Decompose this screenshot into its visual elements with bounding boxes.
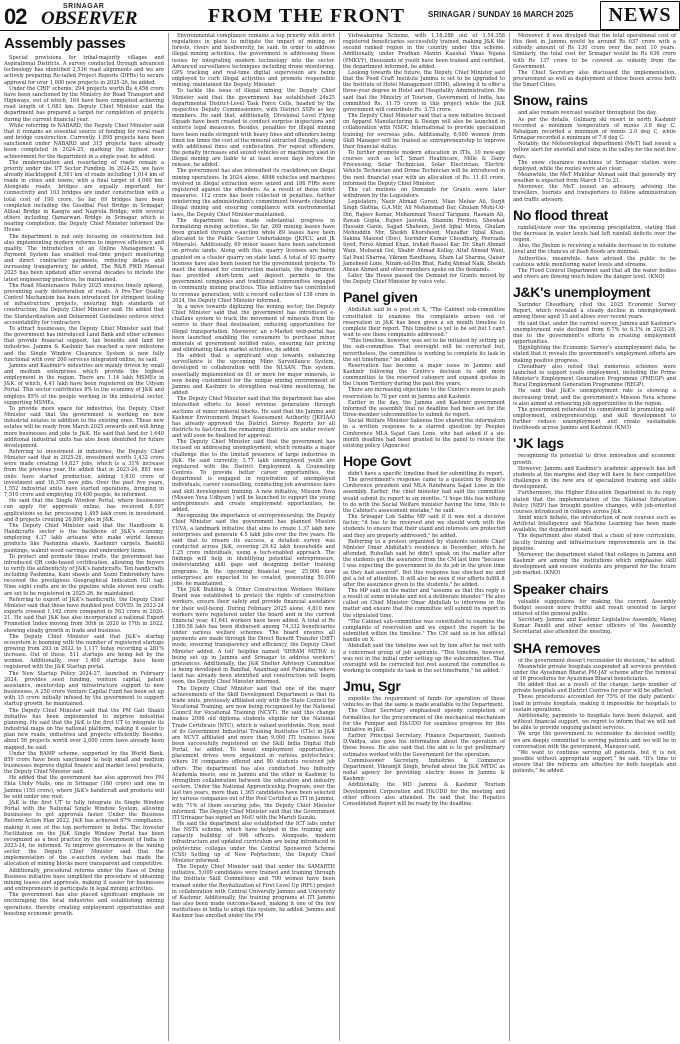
article-paragraph: valuable suggestions for making the current Assembly Budget session more fruitful and result oriented in larger interest of the general public. (513, 598, 676, 617)
article-body-speaker (513, 599, 676, 636)
dateline: SRINAGAR / SUNDAY 16 MARCH 2025 (428, 10, 574, 19)
headline-assembly: Assembly passes (4, 35, 126, 52)
headline-panel: Panel given (343, 289, 418, 306)
column-2 (172, 33, 335, 920)
article-paragraph: Special provisions for tribal-majority villages and Aspirational Districts. A survey conducted through advanced technology has identified 2,536 road alignments and we are actively preparing Re-tailed Project Reports (DPRs) to secure approval for over 1,000 new projects in 2025-26, he added. (4, 55, 164, 86)
article-paragraph: To attract businesses, the Deputy Chief Minister said that the government has introduced Land Bank and other schemes that provide financial support, tax benefits and land for industries. Jammu & Kashmir has reached a new milestone and the Single Window Clearance System is now fully functional with over 200 services integrated online, he said. (4, 325, 164, 363)
article-paragraph: He said the department also established the ICT labs under the NSTS scheme, which have helped in the training and capacity building of 996 officers. Alongside, modern infrastructure and updated curriculum are being introduced in polytechnic colleges under the Central Sponsored Scheme (CSS) Setting up of New Polytechnic, the Deputy Chief Minister informed. (172, 821, 335, 864)
article-paragraph: The Chief Secretary also discussed the implementation, procurement as well as deployment of these buses across both the Smart Cities. (513, 69, 676, 89)
article-paragraph: Legislators, Nazir Ahmad Gurezi, Mian Mehar Ali, Surjit Singh Slathia, G.A.Mir, Ali Mohammad Dar, Ghulam Mohi-Ud-Din, Rajeev Kumar, Mohammad Yousuf Tarigami, Hasnain Ali, Pawan Gupta, Rajeev Jasrotia, Shamim Firdous, Showkat Hussain Ganie, Sajjad Shaheen, Javid Iqbal Mirza, Ghulam Mohiuddin Mir, Sheikh Khursheed, Muzaffar Iqbal Khan, Sakina Masood (Itoo), Surinder Kumar Choudhary, Peerzada Syed, Feroz Ahmad Khan, Irshad Rasool Kar, Dr. Shafi Ahmad Wani, Mubarak Gul, Shabir Ahmad Kullay, Altaf Ahmad Wani, Sat Paul Sharma, Vikram Randhawa, Sham Lal Sharma, Qaiser Jamsheed Lone, Nizam-ud-Din Bhat, Rafiq Ahmad Naik, Sheikh Ahsan Ahmed and other members spoke on the demands. (343, 199, 505, 273)
article-paragraph: Referring to export of J&K's handicrafts, the Deputy Chief Minister said that these have doubled post COVID. In 2023-24 exports crossed 1,162 crore compared to 563 crore in 2020-21. He said that J&K has also incorporated a national Export Promotion Index moving from 30th in 2020 to 17th in 2022, showing steady growth in trade and business. (4, 596, 164, 634)
article-paragraph: To further promote modern education in ITIs, 10 new-age courses such as IoT, Smart Healthcare, Mille & Dairy Processing, Solar Technician, Solar Electrician, Electric Vehicle Technician and Drone Technician will be introduced in the next financial year with an allocation of Rs. 11.45 crore, informed the Deputy Chief Minister. (343, 149, 505, 187)
column-rule (339, 33, 340, 1041)
article-body-flood (513, 225, 676, 280)
article-paragraph: The Deputy Chief Minister said that the PM Gati Shakti Initiative has been implemented to improve industrial planning. He said that the J&K is the first UT to integrate its industrial maps on the national platform, making it easier to plan new roads, industries and projects efficiently. Besides, about 56 projects worth over 2,000 crore have already been mapped, he said. (4, 707, 164, 751)
article-paragraph: Abdullah said the timeline was set by him after he met with a concerned group of job aspirants. "This timeline, however, was not in the initial order setting up the subcommittee. That oversight will be corrected but rest assured the committee is working to complete its task in the set timeframe," he added. (343, 643, 505, 674)
article-paragraph: and also remain overcast weather throughout the day. (518, 110, 657, 117)
article-paragraph: Surinder Choudhary, cited the 2025 Economic Survey Report, which revealed a steady decline in unemployment among those aged 15 and above over recent years. (513, 302, 676, 321)
article-paragraph: The Deputy Chief Minister said that the government has focused on addressing unemployment, which remains a major challenge due to the limited presence of large industries in J&K. He said currently, 3.77 lakh unemployed youth are registered with the District Employment & Counseling Centres. To provide better career opportunities, the department is engaged in registration of unemployed individuals, career counselling, conducting job awareness fairs and skill development training. A new initiative, Mission Yuva (Mission Yuva Udhyam ) will be launched to support the young entrepreneurs and create employment opportunities, he added. (172, 439, 335, 514)
article-body-assembly (4, 55, 164, 917)
article-paragraph: Also, the Jhelum is receiving a notable decrease in its volume level and the chances of flash floods are minimal. (513, 243, 676, 256)
article-paragraph: Moreover, the department stated that colleges in Jammu and Kashmir are among the institutions which emphasise skill development and ensure students are prepared for the future job market. (KNO) (513, 551, 676, 577)
article-paragraph: He said that, under the current survey, Jammu and Kashmir's unemployment rate declined from 6.7% to 6.1% in 2023-24, due to the government's efforts in creating employment opportunities. (513, 320, 676, 346)
article-paragraph: The Flood Control Department said that all the water bodies and rivers are flowing much below the danger level. (KNO) (513, 267, 676, 280)
article-paragraph: Under the RAMP scheme, supported by the World Bank, 859 crore have been sanctioned to help small and medium businesses improve digital finance and market level products, the Deputy Chief Minister said. (4, 750, 164, 776)
paper-name: OBSERVER (41, 8, 137, 29)
article-body-panel (343, 307, 505, 449)
headline-flood: No flood threat (513, 206, 609, 223)
headline-sha: SHA removes (513, 639, 601, 656)
article-paragraph: Highlighting the Economic Survey's unemployment data, he stated that it reveals the government's employment efforts are making positive progress. (513, 345, 676, 364)
article-paragraph: Referring to a protest organized by students outside Chief Minister Omar Abdullah's residence in December, which he attended, Ruhullah said he didn't speak on the matter after the students got the assurance from the CM last time "because I was expecting the government to do its job in the given time as they had assured". But this response has shocked me and got a lot of attention. It will also be seen if our efforts fulfill it after the assurance given to the students," he added. (343, 538, 506, 588)
article-paragraph: He added that the government has also approved two PM Ekta Unity Malls, one in Srinagar (180 crore) and one in Jammu (155 crore), where J&K's handicraft and products will be sold under one roof. (4, 775, 164, 800)
article-paragraph: The government has also placed significant emphasis on encouraging the local industries and establishing mining operations, thereby creating employment opportunities and boosting economic growth. (4, 892, 164, 917)
article-paragraph: The department is not only focusing on construction but also implementing modern reforms to improve efficiency and quality. The introduction of an Online Management & Payment System has enabled real-time project monitoring and direct contractor payments, reducing delays and increasing transparency, he added. The R&B PWD Manual 2025 has been updated after several decades to include the latest engineering practices, he maintained. (4, 233, 164, 283)
article-paragraph: Commissioner Secretary, Industries & Commerce Department, Vikramjit Singh, briefed about the J&K MTDC as nodal agency for providing electric buses in Jammu & Kashmir. (343, 757, 505, 783)
article-paragraph: Abdullah said in a post on X, "The Cabinet sub-committee constituted to examine the complaints arisen out of reservation in J&K has been given a six month timeline to complete their report. This timeline is yet to be set but I can't wait to see these complaints addressed." (343, 307, 505, 339)
article-paragraph: The Deputy Chief Minister said that the Handloom & Handicrafts sector is the backbone of J&K's economy, employing 4.37 lakh artisans who make world famous products like Pashmina shawls, Kashmiri carpets, Basohli paintings, walnut wood carvings and embroidery items. (4, 522, 164, 554)
article-paragraph: expedite the requirement of funds for operation of these vehicles so that the same is made available to the Department. (343, 696, 505, 709)
article-paragraph: As per the details, Gulmarg ski resort in north Kashmir recorded a minimum temperature of minus 3.8 deg C. Pahalgam recorded a minimum of minus 2.0 deg C, while Srinagar recorded a minimum of 7.6 deg C. (513, 116, 676, 142)
article-paragraph: The J&K Building & Other Construction Workers Welfare Board was established to protect the rights of construction workers, ensure their safety and provide financial assistance for their well-being. During February 2025 alone, 4,810 new workers were registered under the board and in the current financial year, 41,641 workers have been added. A total of Rs 1380.58 lakh has been disbursed among 74,332 beneficiaries under various welfare schemes. The board ensures all payments are made through the Direct Benefit Transfer (DBT) mode, ensuring transparency and efficiency, the Deputy Chief Minister added. A toll' helpline named 'SHRAM MITRA' is being set up in Jammu and Srinagar to address workers' grievances. Additionally, the J&K Shelter Advisory Committee is being developed in Banihal, Anantnag and Pulwama, where land has already been identified and construction will begin soon, the Deputy Chief Minister informed. (172, 587, 335, 686)
article-paragraph: The government has also intensified its crackdown on illegal mining operations. In 2024 alone, 4846 vehicles and machines involved in illegal extraction were seized and 186 FIRs were registered against the offenders. As a result of these strict measures, 112 crore has been collected in penalties, further reinforcing the administration's commitment towards checking illegal mining and ensuring compliance with environmental laws, the Deputy Chief Minister maintained. (172, 168, 335, 218)
article-paragraph: The department also stated that a chain of new curriculum, faculty training and infrastructure improvements are in the pipeline. (513, 533, 676, 552)
article-paragraph: Amid much debate, the introduction of new courses such as Artificial Intelligence and Machine Learning has been made available, the department said. (513, 515, 676, 534)
article-paragraph: The Deputy Chief Minister said that under the SAMARTH initiative, 5,000 candidates were trained and training through the Institute Skill Committees and 700 women have been trained under the Revitalization of First Level Up (RFL) project in collaboration with Central University Jammu and University of Kashmir. Additionally, the training programs at ITI Jammu has also been made outcome-based, making it one of the few institutions in India to adopt this system, he added. Jammu and Kashmir has enrolled under the PM (172, 864, 335, 920)
article-paragraph: Referring to investment in industries, the Deputy Chief Minister said that in 2025-26, investment worth 1,432 crore were made creating 14,827 jobs, which is a 31% increase from the previous year. He added that in 2023-24, 881 new units have started production, adding 1,630 crore of investment and 16,370 new jobs. Over the past five years, 1,552 industrial units have started operations, bringing in 7,510 crore and employing 19,400 people, he informed. (4, 449, 164, 499)
article-paragraph: Choudhary also noted that numerous schemes were launched to support youth employment, including the Prime Minister's Employment Generation Programme (PMEGP) and Rural Employment Generation Programme (REGP). (513, 363, 676, 389)
article-body-continued (513, 33, 676, 88)
article-body-jobless (513, 302, 676, 431)
article-body-continued (343, 33, 505, 285)
article-paragraph: He added that as a result of the change, large number of private hospitals and District Centres for poor will be affected. (513, 682, 676, 695)
article-paragraph: Earlier in the day, the Jammu and Kashmir government informed the assembly that no deadline had been set for the three-member subcommittee to submit its report. (343, 399, 505, 419)
article-body-hope (343, 471, 505, 674)
article-paragraph: We urge the government to reconsider its decision swiftly, we are deeply committed to serving patients and we will be in conversation with the government, Manzoor said. (513, 731, 676, 750)
article-body-continued (172, 33, 335, 920)
article-paragraph: Meanwhile, the MeT Mukhtar Ahmad said that generally dry weather is expected from March 17 to 21. (513, 171, 676, 185)
article-paragraph: These procedures accounted for 75% of the daily patients' load in private hospitals, making it impossible for hospitals to sustain operations. (513, 694, 676, 713)
article-paragraph: To protect and promote these crafts, the government has introduced QR code-based certification, allowing the buyers to verify the authenticity of J&K's handicrafts. Ten handicrafts including Pashmina, Kani shawls and Sozni Embroidery have received the prestigious Geographical Indication (GI) tag. Nine eight crafts are in the pipeline while eleven new crafts are set to be registered in 2025-26, he maintained. (4, 553, 164, 597)
article-paragraph: The modernization and resurfacing of roads remain a priority under the UT Sector Funding. In 2024-25, we have already blacktopped 8,561 km of roads including 1,014 km of roads in cities and towns, with a final target of 4,060 km. Alongside roads, bridges are equally important for connectivity and 103 bridges are under construction with a total cost of 190 crore. So far, 69 bridges have been completed including the Goodbal Foot Bridge in Srinagar, Aliloal Bridge in Kangra and Nagrota Bridge, with several others including Qamarwari Bridge in Srinagar which is nearing completion, the Deputy Chief Minister informed the House. (4, 159, 164, 234)
article-paragraph: He said that the Single Window Portal, where businesses can apply for approvals online, has received 8,097 applications so far, processing 1,495 lakh crore in investment and 8 projects creating 26,800 jobs in J&K. (4, 498, 164, 523)
headline-hope: Hope Govt (343, 453, 412, 469)
article-paragraph: Later, the House passed the Demand for Grants moved by the Deputy Chief Minister by voice vote. (343, 273, 505, 286)
headline-snow: Snow, rains (513, 92, 588, 109)
article-paragraph: Looking towards the future, the Deputy Chief Minister said that the Food Craft Institute Jammu is set to be upgraded to the Institute of Hotel Management (IHM), allowing it to offer a three-year degree in Hotel and Hospitality Administration. He said that the Ministry of Tourism, Government of India, has committed Rs. 11.75 crore to this project while the J&K government will contribute Rs. 3.75 crore. (343, 69, 505, 113)
article-paragraph: rainfall/snow over the upcoming precipitation, stating that the decrease in water levels had left rainfall deficits over the region. (513, 224, 676, 244)
article-paragraph: He said that J&K's unemployment rate is showing a decreasing trend, and the government's Mission Yuva scheme is also aimed at enhancing job opportunities in the region. (513, 388, 676, 407)
headline-jmu: Jmu, Sgr (343, 678, 401, 695)
article-paragraph: The Deputy Chief Minister said that one of the major achievements of the Skill Development Department is that its trade units, previously affiliated only with the State Council for Vocational Training, are now being recognized by the National Council for Vocational Training (NCVT). He said this change makes 2006 old diploma students eligible for the National Trade Certificate (NTC), which is valued worldwide. Now, most of its Government Industrial Training Institutes (ITIs) in J&K are NCVT affiliated and more than 9,000 ITI trainees have been successfully registered on the Skill India Digital Hub Portal, he added. To boost employment opportunities, placement drives were organized in various polytechnics, where 16 companies offered and 80 students received job offers. The department has also conducted two Industry Academia meets, one in Jammu and the other in Kashmir, to strengthen collaboration between the education and industry sectors. Under the National Apprenticeship Program, over the last two years, more than 1,365 candidates have been selected by various companies out of the Pool Certified as ITI in Jammu, with 71% of them securing jobs, the Deputy Chief Minister informed. The Deputy Chief Minister said that the Government ITI Srinagar has signed an MoU with the Maruti Suzuki. (172, 685, 335, 821)
article-paragraph: Additionally, the MD Jammu & Kashmir Tourism Development Corporation and H&UDD for the meeting and other officers also attended. He said that the Hepatics Consolidated Report will be ready by the deadline. (343, 782, 505, 807)
article-paragraph: Additionally, payments to hospitals have been delayed, and without financial support, we regret to inform that we will not be able to provide ongoing patient services. (513, 712, 676, 732)
article-paragraph: The Road Maintenance Policy 2025 ensures timely upkeep, preventing early deterioration of roads. A Pro-Tier Quality Control Mechanism has been introduced for stringent testing of infrastructure projects, ensuring high standards of construction, the Deputy Chief Minister said. He added that the Standardization and Debarment Guidelines enforce strict accountability for contractors. (4, 282, 164, 326)
article-paragraph: The Deputy Chief Minister said that a new initiative focused on Apparel Manufacturing & Design will also be launched in collaboration with NSDC International to provide specialized training for overseas jobs. Additionally, 6,000 women from Skill Manager will be trained as entrepreneurship to improve their financial status. (343, 113, 505, 150)
article-paragraph: didn't have a specific timeline fixed for submitting its report. (348, 471, 504, 477)
article-body-jmu (343, 696, 505, 807)
article-paragraph: To provide more space for industries, the Deputy Chief Minister said that the government is working on new industrial estates in addition to the existing ones. These new estates will be ready from March 2025 onwards and will bring more businesses and jobs to J&K. He said that land for 1,640 additional industrial units has also been identified for future development. (4, 405, 164, 449)
paper-logo (41, 3, 137, 27)
article-paragraph: Recognizing the importance of entrepreneurship, the Deputy Chief Minister said the government has planned Mission YUVA, a landmark initiative that aims to create 1.37 lakh new enterprises and generate 4.5 lakh jobs over the five years. He said that to ensure its success, a detailed survey was conducted across J&K, covering 29.42 lakh households and 1.25 crore individuals, using a tech-enabled approach. The findings will help in identifying potential entrepreneurs, understanding skill gaps and designing better training programs. In the upcoming financial year, 25,000 new enterprises are expected to be created, generating 50,000 jobs, he maintained. (172, 513, 335, 587)
article-paragraph: Notably, the Meteorological department (MeT) had issued a yellow alert for snowfall and rains in the valley for the next few days. (513, 141, 676, 160)
article-paragraph: The government reiterated its commitment to promoting self-employment, entrepreneurship, and skill development to further reduce unemployment and create sustainable livelihoods across Jammu and Kashmir. (KNO) (513, 406, 676, 432)
article-paragraph: Environmental compliance remains a top priority with strict regulations in place to mitigate the impact of mining on forests, rivers and biodiversity, he said. In order to address illegal mining activities, the government is addressing these issues by integrating modern technology into the sector. Advanced surveillance techniques including drone monitoring, GPS tracking and real-time digital supervision are being employed to curb illegal activities and promote responsible mining, maintained the Deputy Minister. (172, 33, 335, 89)
column-4 (513, 33, 676, 774)
article-paragraph: Additionally, procedural reforms under the Ease of Doing Business initiative have simplified the procedure of obtaining mining leases and approvals, making it easier for businesses and entrepreneurs to participate in legal mining activities. (4, 867, 164, 893)
article-paragraph: While referring to NABARD, the Deputy Chief Minister said that it remains an essential source of funding for rural road and bridge construction. Currently, 1,895 projects have been sanctioned under NABARD and 315 projects have already been completed in 2024-25, marking the highest ever achievement for the department in a single year, he added. (4, 122, 164, 160)
article-body-lags (513, 453, 676, 576)
section-title: FROM THE FRONT (208, 5, 405, 27)
column-rule (168, 33, 169, 1041)
article-paragraph: Reservation has become a major issue in Jammu and Kashmir following the Centre's decision to add more communities to the reserved category and expand quotas in the Union Territory during the past five years. (343, 362, 505, 388)
article-paragraph: Furthermore, the Higher Education Department in its reply stated that the implementation of the National Education Policy (NEP) has brought positive changes, with job-oriented courses introduced in colleges across J&K. (513, 490, 676, 515)
headline-speaker: Speaker chairs (513, 580, 609, 597)
article-paragraph: of the government doesn't reconsider its decision," he added. (518, 657, 676, 664)
article-paragraph: The department has made substantial progress in formalizing mining activities. So far, 269 mining leases have been granted through e-auction while 89 leases have been allocated to the Public Sector Undertakings (JKPCC and JK Minerals). Additionally, 69 minor leases have been sanctioned on private lands. Along with this, quarry licenses are being granted on a cluster quarry on state land. A total of 93 quarry licenses have also been issued for the government projects. To meet the demand for construction materials, the department has provided short-term and deposit permits to the government companies and traditional communities engaged in community mining practices. This initiative has contributed to revenue generation, with a record collection of 138 crore in 2024, the Deputy Chief Minister informed. (172, 217, 335, 304)
section-tag: NEWS (600, 1, 680, 30)
article-paragraph: The snow clearance machines of Srinagar station were deployed, while the routes were also clear. (513, 159, 676, 172)
headline-lags: 'JK lags (513, 435, 564, 452)
article-paragraph: Under the CRIF scheme, 294 projects worth Rs 4,456 crore have been sanctioned by the Ministry for Road Transport and Highways, out of which, 164 have been completed achieving road length of 1,081 km. Deputy Chief Minister said the department has prepared a target for completion of projects during the current financial year. (4, 85, 164, 123)
article-paragraph: The Deputy Chief Minister said that J&K's startup ecosystem is booming with the number of registered startups growing from 293 in 2022 to 1,117 today recording a 281% increase. Out of these, 511 startups are being led by the women. Additionally, over 1,400 startups have been registered with the J&K Startup portal. (4, 633, 164, 671)
article-paragraph: The MP said on the matter and "assume us that this reply is a result of some mistake and not a deliberate blunder." He also called on Chief Minister Omar Abdullah to intervene in the matter and ensure that the committee will submit its report in the stipulated time. (343, 587, 505, 619)
article-paragraph: Moreover, the MeT issued an advisory, advising the travellers, tourists and transporters to follow administration and traffic advisory. (513, 184, 676, 203)
headline-jobless: J&K's unemployment (513, 284, 651, 301)
article-paragraph: recognizing its potential to drive innovation and economic growth. (513, 453, 676, 466)
article-paragraph: J&K is the first UT to fully integrate its Single Window Portal with the National Single Window System, allowing businesses to get approvals faster. Under the Business Reform Action Plan 2022, J&K has achieved 97% compliance, making it one of the top performers in India. The Investor Facilitation on the J&K Single Window Portal has been recognized as a best practice by the Government of India in 2023-24, he informed. To improve governance in the mining sector, the Deputy Chief Minister said that the implementation of the e-auction system has made the allocation of mining blocks more transparent and competitive. (4, 799, 164, 868)
article-paragraph: "We want to continue serving all patients, but it is not possible without appropriate support," he said. "It's time to ensure that the reforms are effective for both hospitals and patients," he added. (513, 749, 676, 775)
article-paragraph: The Chief Secretary emphasised speedy completion of formalities for the procurement of the mechanical mechanism for the Pumpur and H&UDD for seamless progress for this initiative in J&K. (343, 708, 505, 733)
article-paragraph: The government's response came to a question by People's Conference president and MLA Handwara Sajad Lone in the assembly. Earlier, the chief minister had said the committee would submit its report in six months. "I hope this has nothing to do with the Social Welfare minister having the time, this is the Cabinet's assessment mistake," he said. (343, 477, 505, 514)
paper-name-small: SRINAGAR (63, 3, 105, 10)
article-paragraph: "The Cabinet sub-committee was constituted to examine the complaints of reservation and we expect the report to be submitted within the timeline." The CM said so in his official handle on X. (343, 618, 505, 644)
article-paragraph: The Deputy Chief Minister said that the department has also intensified efforts to boost revenue generation through auctions of minor mineral blocks. He said that the Jammu and Kashmir Environment Impact Assessment Authority (JKEIAA) has already approved the District Survey Reports for all districts to fast-track the remaining districts are under review and will soon be finalized for approval. (172, 396, 335, 440)
column-3 (343, 33, 505, 807)
article-paragraph: Vishwakarma Scheme, with 1,18,286 out of 1,54,358 registered beneficiaries successfully trained, making J&K the second ranked region in the country under this scheme. Additionally, under Pradhan Mantri Kaushal Vikas Yojana (PMKVY), thousands of youth have been trained and certified, the department informed, he added. (343, 33, 505, 70)
article-paragraph: Jammu and Kashmir's industries are mainly driven by small and medium enterprises which provide the highest employment in the region. There are 1.14 lakh MSMEs in J&K, of which, 4.41 lakh have been registered on the Udyam Portal. This sector contributes 8% to the economy of J&K and employs 85% of the people working in the industrial sector, supporting MSMEs. (4, 362, 164, 406)
article-body-snow (513, 110, 676, 202)
article-paragraph: Social Welfare Minister Sakeena Itoo shared the information in a written response to a starred question by Peoples Conference MLA Sajad Gani Lone, who had asked if a six-month deadline had been granted to the panel to review the existing policy. (Agencies) (343, 418, 505, 449)
article-paragraph: However, Jammu and Kashmir's academic approach has left students at the margins and they will have to face competitive challenges in the new era of specialized training and skills development. (513, 465, 676, 491)
article-paragraph: The New Startup Policy 2024-27, launched in February 2024, provides seed funding, venture capital, patent assistance, mentorship and infrastructure support to new businesses. A 250 crore Venture Capital Fund has been set up with 15 crore initially infused by the government to support startup growth, he maintained. (4, 670, 164, 708)
article-paragraph: Moreover, it was divulged that the total operational cost of this fleet in Jammu would be around Rs 637 crore with a subsidy amount of Rs 130 crore over the next 10 years. Similarly, the total cost for Srinagar would be Rs 636 crore with Rs 137 crore to be covered as subsidy from the Government. (513, 33, 676, 70)
article-paragraph: Meanwhile private hospitals suspended all services provided under the Ayushman Bharat PM-JAY scheme after the removal of 16 procedures for Ayushman Bharat beneficiaries. (513, 663, 676, 682)
article-paragraph: He added that a significant step towards enhancing surveillance is the upcoming Mine Surveillance System, developed in collaboration with the NLSAN. This system, essentially implemented on 81 or more for major minerals, is now being customized for the unique mining environment of Jammu and Kashmir to strengthen real-time monitoring, he added. (172, 353, 335, 397)
article-paragraph: In a move towards digitizing the mining sector, the Deputy Chief Minister said that the government has introduced e-challans system to track the movement of minerals from the source to their final destination, reducing opportunities for illegal transportation. Moreover, an e-Market web-portal has been launched enabling the consumers to purchase minor minerals at government notified rates, ensuring fair pricing and eliminating black market activities, he added. (172, 303, 335, 353)
article-paragraph: The cut motions on Demands for Grants were later withdrawn by the Legislators. (343, 186, 505, 200)
column-rule (509, 33, 510, 1041)
article-paragraph: Secretary, Jammu and Kashmir Legislative Assembly, Manoj Kumar Pandit and other senior officers of the Assembly Secretariat also attended the meeting. (513, 617, 676, 636)
article-paragraph: Earlier, Principal Secretary, Finance Department, Santosh D.Vaidya, also gave his information about the operation of these buses. He also said that the aim is to get preliminary estimates worked with the Government for the operation. (343, 733, 505, 758)
article-paragraph: The Srinagar Lok Sabha MP said if it was not a decisive factor, "it has to be reversed and we should work with the students to ensure that their stand and interests are protected and they are properly addressed," he added. (343, 514, 505, 539)
article-paragraph: To tackle the issue of illegal mining, the Deputy Chief Minister said that the government has established 24x25 departmental District-Level Task Force Cells, headed by the respective Deputy Commissioners, with District SSPs as key members. He said that, additionally, Divisional Level Flying Squads have been created to conduct surprise inspections and enforce legal measures. Besides, penalties for illegal mining have been made stringent with heavy fines and offenders being fined ten times the cost of the mineral extracted illegally, along with additional fines and confiscation. For repeat offenders, the penalty increases and seized vehicles or machinery used in illegal mining are liable to at least seven days before the release, he added. (172, 88, 335, 169)
masthead (0, 0, 680, 31)
article-paragraph: Authorities, meanwhile, have advised the public to be cautious while monitoring water levels and streams. (513, 255, 676, 268)
article-paragraph: "This timeline, however, was set to be initiated by setting up the sub-committee. That oversight will be corrected but, nevertheless, the committee is working to complete its task in the set timeframe," he added. (343, 338, 505, 363)
article-paragraph: There are increasing objections to the Centre's move to push reservation to 70 per cent in Jammu and Kashmir. (343, 387, 505, 400)
column-1 (4, 33, 164, 917)
page-number: 02 (4, 4, 27, 29)
article-body-sha (513, 658, 676, 775)
